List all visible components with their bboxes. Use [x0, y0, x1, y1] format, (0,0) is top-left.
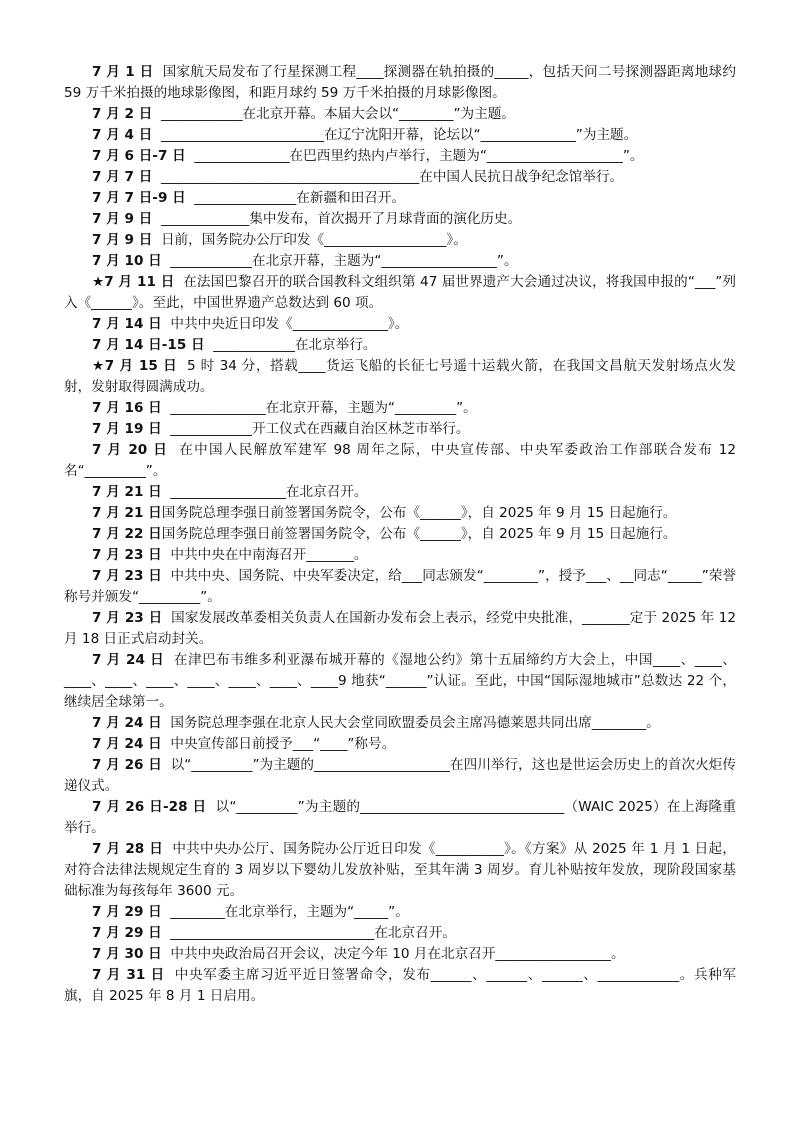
entry-text: 中共中央政治局召开会议，决定今年 10 月在北京召开_________________。 [161, 946, 625, 962]
timeline-entry [64, 755, 736, 797]
entry-text: 以“_________”为主题的______________________________（WAIC 2025）在上海隆重举行。 [64, 799, 736, 836]
entry-date: 7 月 14 日-15 日 [92, 337, 205, 353]
timeline-entry [64, 944, 736, 965]
entry-text: 中共中央、国务院、中央军委决定，给___同志颁发“________”，授予___、__同志“_____”荣誉称号并颁发“_________”。 [64, 568, 737, 605]
entry-text: 中央宣传部日前授予___“____”称号。 [161, 736, 396, 752]
timeline-entry [64, 419, 736, 440]
entry-text: 在津巴布韦维多利亚瀑布城开幕的《湿地公约》第十五届缔约方大会上，中国____、____、____、____、____、____、____、____、____9 地获“______”认证。至此，中国“国际湿地城市”总数达 22 个，继续居全球第一。 [64, 652, 737, 710]
timeline-entry [64, 923, 736, 944]
entry-date: 7 月 22 日 [92, 526, 162, 542]
timeline-entry [64, 398, 736, 419]
entry-text: ______________在北京开幕，主题为“_________”。 [161, 400, 477, 416]
entry-text: 国务院总理李强在北京人民大会堂同欧盟委员会主席冯德莱恩共同出席________。 [161, 715, 660, 731]
entry-text: _____________集中发布，首次揭开了月球背面的演化历史。 [152, 211, 522, 227]
entry-text: 中央军委主席习近平近日签署命令，发布______、______、______、____________。兵种军旗，自 2025 年 8 月 1 日启用。 [64, 967, 737, 1004]
entry-text: 国务院总理李强日前签署国务院令，公布《______》，自 2025 年 9 月 15 日起施行。 [161, 526, 677, 542]
timeline-entry [64, 146, 736, 167]
entry-date: 7 月 29 日 [92, 925, 162, 941]
entry-text: 中共中央在中南海召开_______。 [161, 547, 368, 563]
timeline-entry [64, 251, 736, 272]
entry-date: 7 月 2 日 [92, 106, 153, 122]
entry-date: 7 月 16 日 [92, 400, 162, 416]
entry-text: 中共中央办公厅、国务院办公厅近日印发《__________》。《方案》从 2025 年 1 月 1 日起，对符合法律法规规定生育的 3 周岁以下婴幼儿发放补贴，至其年满 3 周岁。育儿补贴按年发放，现阶段国家基础标准为每孩每年 3600 元。 [64, 841, 736, 899]
entry-date: 7 月 20 日 [92, 442, 169, 458]
entry-text: _________________在北京召开。 [161, 484, 368, 500]
entry-text: 以“_________”为主题的____________________在四川举行，这也是世运会历史上的首次火炬传递仪式。 [64, 757, 736, 794]
timeline-entry [64, 62, 741, 104]
entry-date: 7 月 7 日 [92, 169, 153, 185]
entry-text: 日前，国务院办公厅印发《__________________》。 [152, 232, 467, 248]
entry-text: ____________在北京开幕，主题为“_________________”。 [161, 253, 518, 269]
timeline-entry [64, 440, 741, 482]
entry-text: ________在北京举行，主题为“_____”。 [161, 904, 409, 920]
entry-date: 7 月 6 日-7 日 [92, 148, 186, 164]
timeline-entry [64, 650, 736, 713]
entry-text: 国家发展改革委相关负责人在国新办发布会上表示，经党中央批准，_______定于 2025 年 12 月 18 日正式启动封关。 [64, 610, 741, 647]
timeline-entry [64, 167, 736, 188]
entry-date: 7 月 19 日 [92, 421, 162, 437]
entry-date: 7 月 24 日 [92, 736, 162, 752]
entry-date: 7 月 9 日 [92, 232, 153, 248]
entry-date: 7 月 4 日 [92, 127, 153, 143]
entry-text: ______________________________________在中国人民抗日战争纪念馆举行。 [152, 169, 624, 185]
timeline-entry [64, 188, 736, 209]
timeline-entry [64, 734, 736, 755]
entry-date: 7 月 21 日 [92, 505, 162, 521]
entry-date: 7 月 31 日 [92, 967, 165, 983]
timeline-entry [64, 503, 736, 524]
entry-date: 7 月 24 日 [92, 652, 165, 668]
timeline-entry [64, 482, 736, 503]
entry-text: 5 时 34 分，搭载____货运飞船的长征七号遥十运载火箭，在我国文昌航天发射场点火发射，发射取得圆满成功。 [64, 358, 736, 395]
timeline-entry [64, 125, 736, 146]
timeline-entry [64, 965, 736, 1007]
timeline-entry [64, 356, 736, 398]
entry-date: 7 月 24 日 [92, 715, 162, 731]
timeline-entry [64, 314, 736, 335]
timeline-entry [64, 230, 736, 251]
entry-date: 7 月 26 日 [92, 757, 162, 773]
entry-text: ________________________在辽宁沈阳开幕，论坛以“______________”为主题。 [152, 127, 638, 143]
timeline-entry [64, 839, 736, 902]
entry-date: 7 月 28 日 [92, 841, 164, 857]
timeline-entry [64, 902, 736, 923]
entry-date: ★7 月 15 日 [92, 358, 178, 374]
entry-text: 在法国巴黎召开的联合国教科文组织第 47 届世界遗产大会通过决议，将我国申报的“___”列入《______》。至此，中国世界遗产总数达到 60 项。 [64, 274, 736, 311]
entry-date: 7 月 14 日 [92, 316, 162, 332]
timeline-entry [64, 524, 736, 545]
entry-date: ★7 月 11 日 [92, 274, 175, 290]
timeline-entry [64, 608, 741, 650]
entry-date: 7 月 23 日 [92, 610, 163, 626]
timeline-entry [64, 545, 736, 566]
entry-date: 7 月 23 日 [92, 568, 162, 584]
entry-text: ______________在巴西里约热内卢举行，主题为“____________________”。 [185, 148, 644, 164]
entry-date: 7 月 7 日-9 日 [92, 190, 186, 206]
timeline-entry [64, 566, 736, 608]
timeline-entry [64, 272, 736, 314]
entry-date: 7 月 23 日 [92, 547, 162, 563]
entry-date: 7 月 21 日 [92, 484, 162, 500]
entry-text: ____________在北京开幕。本届大会以“________”为主题。 [152, 106, 515, 122]
timeline-entry [64, 335, 736, 356]
entry-date: 7 月 1 日 [92, 64, 154, 80]
entry-date: 7 月 9 日 [92, 211, 153, 227]
entry-date: 7 月 29 日 [92, 904, 162, 920]
entry-text: 国务院总理李强日前签署国务院令，公布《______》，自 2025 年 9 月 15 日起施行。 [161, 505, 677, 521]
entry-text: _______________在新疆和田召开。 [185, 190, 406, 206]
entry-date: 7 月 30 日 [92, 946, 162, 962]
timeline-entry [64, 104, 736, 125]
entry-text: ____________在北京举行。 [204, 337, 377, 353]
entry-text: ____________开工仪式在西藏自治区林芝市举行。 [161, 421, 470, 437]
timeline-entry [64, 713, 736, 734]
entry-text: 中共中央近日印发《______________》。 [161, 316, 409, 332]
entry-date: 7 月 10 日 [92, 253, 162, 269]
timeline-entry [64, 209, 736, 230]
entry-text: ______________________________在北京召开。 [161, 925, 456, 941]
document-body [64, 62, 741, 1007]
entry-text: 国家航天局发布了行星探测工程____探测器在轨拍摄的_____，包括天问二号探测器距离地球约 59 万千米拍摄的地球影像图，和距月球约 59 万千米拍摄的月球影像图。 [64, 64, 741, 101]
timeline-entry [64, 797, 736, 839]
entry-date: 7 月 26 日-28 日 [92, 799, 207, 815]
entry-text: 在中国人民解放军建军 98 周年之际，中央宣传部、中央军委政治工作部联合发布 12 名“_________”。 [64, 442, 741, 479]
